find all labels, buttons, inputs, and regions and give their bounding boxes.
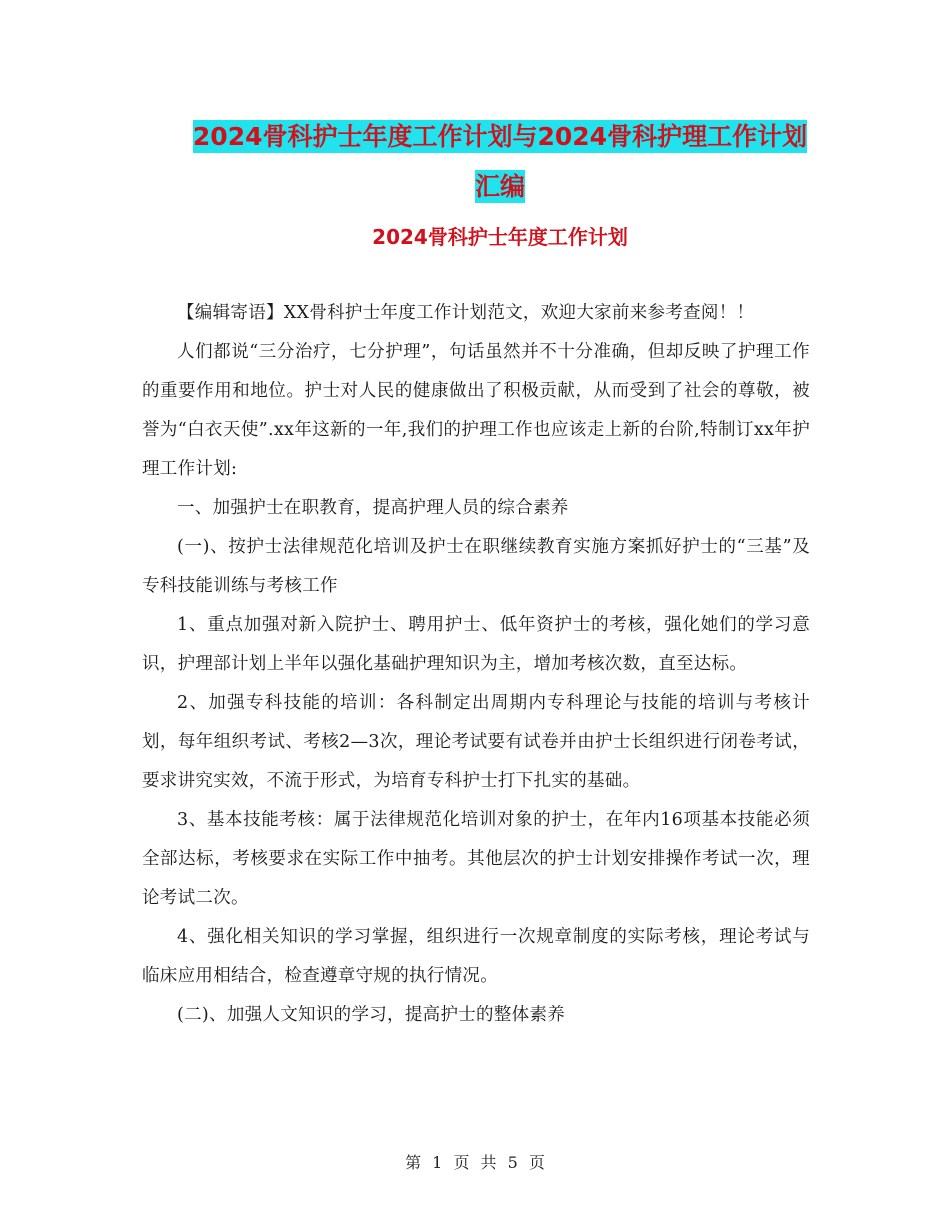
paragraph-heading-1: 一、加强护士在职教育，提高护理人员的综合素养 [177,498,569,518]
document-title-line2: 汇编 [474,172,525,201]
page-footer: 第 1 页 共 5 页 [405,1153,545,1172]
paragraph-item-2: 2、加强专科技能的培训：各科制定出周期内专科理论与技能的培训与考核计划，每年组织考试、考核2—3次，理论考试要有试卷并由护士长组织进行闭卷考试，要求讲究实效，不流于形式，为培育专科护士打下扎实的基础。 [142,693,810,791]
paragraph-item-1: 1、重点加强对新入院护士、聘用护士、低年资护士的考核，强化她们的学习意识，护理部计划上半年以强化基础护理知识为主，增加考核次数，直至达标。 [142,615,810,674]
section-title: 2024骨科护士年度工作计划 [372,225,628,249]
paragraph-editor-note: 【编辑寄语】XX骨科护士年度工作计划范文，欢迎大家前来参考查阅！！ [177,303,755,323]
paragraph-intro: 人们都说“三分治疗，七分护理”，句话虽然并不十分准确，但却反映了护理工作的重要作用和地位。护士对人民的健康做出了积极贡献，从而受到了社会的尊敬，被誉为“白衣天使”.xx年这新的一年,我们的护理工作也应该走上新的台阶,特制订xx年护理工作计划: [142,342,810,479]
paragraph-subheading-2: (二)、加强人文知识的学习，提高护士的整体素养 [177,1005,566,1025]
document-title-line1: 2024骨科护士年度工作计划与2024骨科护理工作计划 [192,122,808,151]
paragraph-item-4: 4、强化相关知识的学习掌握，组织进行一次规章制度的实际考核，理论考试与临床应用相结合，检查遵章守规的执行情况。 [142,927,810,986]
document-body [142,294,810,1035]
document-title [140,112,860,212]
paragraph-subheading-1: (一)、按护士法律规范化培训及护士在职继续教育实施方案抓好护士的“三基”及专科技能训练与考核工作 [142,537,810,596]
paragraph-item-3: 3、基本技能考核：属于法律规范化培训对象的护士，在年内16项基本技能必须全部达标，考核要求在实际工作中抽考。其他层次的护士计划安排操作考试一次，理论考试二次。 [142,810,810,908]
